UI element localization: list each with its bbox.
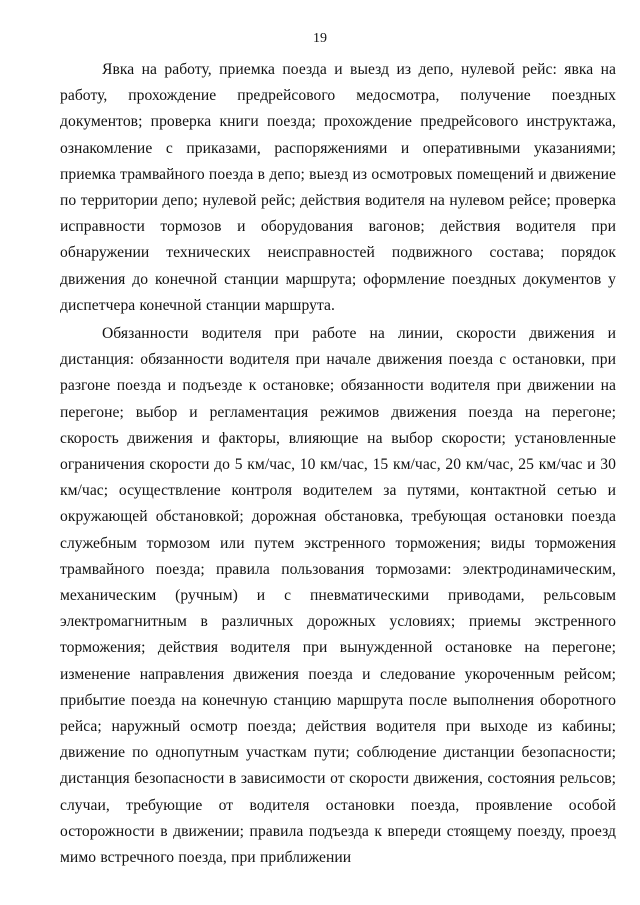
paragraph-shift-start: Явка на работу, приемка поезда и выезд из депо, нулевой рейс: явка на работу, прохождение предрейсового медосмотра, получение поездных документов; проверка книги поезда; прохождение предрейсового инструктажа, ознакомление с приказами, распоряжениями и оперативными указаниями; приемка трамвайного поезда в депо; выезд из осмотровых помещений и движение по территории депо; нулевой рейс; действия водителя на нулевом рейсе; проверка исправности тормозов и оборудования вагонов; действия водителя при обнаружении технических неисправностей подвижного состава; порядок движения до конечной станции маршрута; оформление поездных документов у диспетчера конечной станции маршрута. xyxy=(60,61,616,314)
page-number: 19 xyxy=(313,31,327,46)
paragraph-driver-duties: Обязанности водителя при работе на линии, скорости движения и дистанция: обязанности водителя при начале движения поезда с остановки, при разгоне поезда и подъезде к остановке; обязанности водителя при движении на перегоне; выбор и регламентация режимов движения поезда на перегоне; скорость движения и факторы, влияющие на выбор скорости; установленные ограничения скорости до 5 км/час, 10 км/час, 15 км/час, 20 км/час, 25 км/час и 30 км/час; осуществление контроля водителем за путями, контактной сетью и окружающей обстановкой; дорожная обстановка, требующая остановки поезда служебным тормозом или путем экстренного торможения; виды торможения трамвайного поезда; правила пользования тормозами: электродинамическим, механическим (ручным) и с пневматическими приводами, рельсовым электромагнитным в различных дорожных условиях; приемы экстренного торможения; действия водителя при вынужденной остановке на перегоне; изменение направления движения поезда и следование укороченным рейсом; прибытие поезда на конечную станцию маршрута после выполнения оборотного рейса; наружный осмотр поезда; действия водителя при выходе из кабины; движение по однопутным участкам пути; соблюдение дистанции безопасности; дистанция безопасности в зависимости от скорости движения, состояния рельсов; случаи, требующие от водителя остановки поезда, проявление особой осторожности в движении; правила подъезда к впереди стоящему поезду, проезд мимо встречного поезда, при приближении xyxy=(60,325,616,867)
